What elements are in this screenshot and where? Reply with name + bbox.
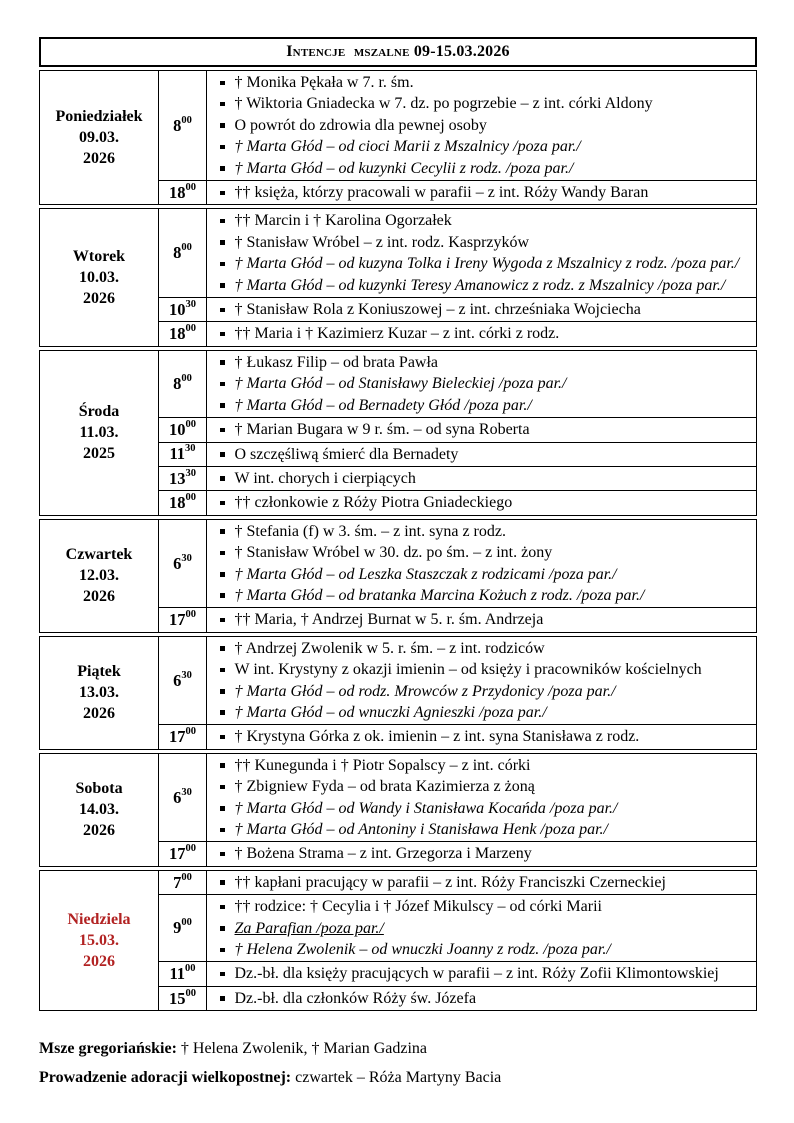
day-date: 14.03. bbox=[79, 801, 119, 819]
intention-text: † Marta Głód – od Stanisławy Bieleckiej /poza par./ bbox=[234, 375, 567, 393]
time-hour: 10 bbox=[169, 419, 186, 439]
intention-text: W int. chorych i cierpiących bbox=[234, 469, 416, 487]
time-slots bbox=[159, 637, 756, 749]
intention-text: Za Parafian /poza par./ bbox=[234, 919, 384, 937]
day-name: Czwartek bbox=[65, 546, 133, 564]
intention-text: † Marta Głód – od kuzynki Cecylii z rodz. /poza par./ bbox=[234, 159, 574, 177]
day-cell bbox=[40, 754, 159, 866]
time-cell: 7 00 bbox=[159, 871, 207, 894]
time-cell: 18 00 bbox=[159, 491, 207, 514]
day-name: Sobota bbox=[75, 780, 123, 798]
intention-item bbox=[213, 468, 748, 489]
intention-item bbox=[213, 444, 748, 465]
time-cell: 17 00 bbox=[159, 842, 207, 865]
time-hour: 13 bbox=[169, 468, 186, 488]
time-cell: 8 00 bbox=[159, 209, 207, 297]
square-bullet-icon bbox=[220, 452, 225, 457]
time-hour: 6 bbox=[173, 787, 182, 807]
intentions-cell bbox=[207, 987, 756, 1010]
time-slot-row bbox=[159, 71, 756, 180]
day-section bbox=[39, 350, 757, 516]
square-bullet-icon bbox=[220, 572, 225, 577]
day-name: Piątek bbox=[77, 663, 121, 681]
day-year: 2026 bbox=[83, 953, 115, 971]
intentions-cell bbox=[207, 608, 756, 631]
intention-text: † Marta Głód – od cioci Marii z Mszalnicy /poza par./ bbox=[234, 138, 581, 156]
intention-text: †† księża, którzy pracowali w parafii – z int. Róży Wandy Baran bbox=[234, 184, 649, 202]
intention-item bbox=[213, 253, 748, 274]
intention-item bbox=[213, 798, 748, 819]
time-cell: 6 30 bbox=[159, 520, 207, 608]
day-cell bbox=[40, 520, 159, 632]
intention-text: Dz.-bł. dla księży pracujących w parafii – z int. Róży Zofii Klimontowskiej bbox=[234, 965, 719, 983]
square-bullet-icon bbox=[220, 735, 225, 740]
intention-item bbox=[213, 352, 748, 373]
time-hour: 6 bbox=[173, 670, 182, 690]
time-cell: 18 00 bbox=[159, 322, 207, 345]
footer-text: † Helena Zwolenik, † Marian Gadzina bbox=[176, 1040, 428, 1058]
time-hour: 10 bbox=[169, 299, 186, 319]
time-slot-row bbox=[159, 321, 756, 345]
time-slot-row bbox=[159, 894, 756, 961]
time-cell: 17 00 bbox=[159, 725, 207, 748]
day-date: 15.03. bbox=[79, 932, 119, 950]
intention-item bbox=[213, 638, 748, 659]
intention-item bbox=[213, 963, 748, 984]
time-hour: 17 bbox=[169, 610, 186, 630]
intention-text: † Krystyna Górka z ok. imienin – z int. syna Stanisława z rodz. bbox=[234, 728, 640, 746]
square-bullet-icon bbox=[220, 332, 225, 337]
intentions-cell bbox=[207, 351, 756, 417]
square-bullet-icon bbox=[220, 646, 225, 651]
intentions-cell bbox=[207, 443, 756, 466]
square-bullet-icon bbox=[220, 618, 225, 623]
intentions-cell bbox=[207, 418, 756, 441]
intention-text: † Stefania (f) w 3. śm. – z int. syna z rodz. bbox=[234, 522, 506, 540]
day-date: 10.03. bbox=[79, 269, 119, 287]
intention-text: † Stanisław Wróbel – z int. rodz. Kasprzyków bbox=[234, 233, 530, 251]
square-bullet-icon bbox=[220, 806, 225, 811]
intention-item bbox=[213, 395, 748, 416]
intention-text: †† Maria, † Andrzej Burnat w 5. r. śm. Andrzeja bbox=[234, 611, 544, 629]
intention-text: † Helena Zwolenik – od wnuczki Joanny z rodz. /poza par./ bbox=[234, 941, 611, 959]
day-section bbox=[39, 70, 757, 205]
intention-item bbox=[213, 542, 748, 563]
footer-line-gregorian bbox=[39, 1034, 757, 1063]
square-bullet-icon bbox=[220, 123, 225, 128]
intention-text: †† członkowie z Róży Piotra Gniadeckiego bbox=[234, 494, 513, 512]
square-bullet-icon bbox=[220, 905, 225, 910]
intentions-cell bbox=[207, 209, 756, 297]
intentions-cell bbox=[207, 181, 756, 204]
intentions-cell bbox=[207, 871, 756, 894]
intentions-cell bbox=[207, 637, 756, 725]
time-cell: 13 30 bbox=[159, 467, 207, 490]
footer-label: Msze gregoriańskie: bbox=[39, 1040, 177, 1058]
square-bullet-icon bbox=[220, 219, 225, 224]
time-slots bbox=[159, 520, 756, 632]
time-cell: 17 00 bbox=[159, 608, 207, 631]
square-bullet-icon bbox=[220, 948, 225, 953]
time-hour: 11 bbox=[169, 964, 186, 984]
intention-item bbox=[213, 115, 748, 136]
time-slot-row bbox=[159, 351, 756, 417]
schedule-table bbox=[39, 37, 757, 1092]
square-bullet-icon bbox=[220, 81, 225, 86]
time-hour: 8 bbox=[173, 115, 182, 135]
intention-text: † Wiktoria Gniadecka w 7. dz. po pogrzebie – z int. córki Aldony bbox=[234, 95, 653, 113]
day-year: 2026 bbox=[83, 822, 115, 840]
day-name: Poniedziałek bbox=[55, 108, 143, 126]
time-hour: 18 bbox=[169, 324, 186, 344]
time-hour: 8 bbox=[173, 243, 182, 263]
day-name: Niedziela bbox=[67, 911, 131, 929]
intentions-cell bbox=[207, 322, 756, 345]
time-slot-row bbox=[159, 637, 756, 725]
day-cell bbox=[40, 351, 159, 515]
square-bullet-icon bbox=[220, 689, 225, 694]
intention-item bbox=[213, 373, 748, 394]
intention-item bbox=[213, 819, 748, 840]
footer-notes bbox=[39, 1034, 757, 1092]
footer-text: czwartek – Róża Martyny Bacia bbox=[291, 1069, 502, 1087]
intention-text: † Marta Głód – od Leszka Staszczak z rodzicami /poza par./ bbox=[234, 565, 617, 583]
square-bullet-icon bbox=[220, 785, 225, 790]
time-slot-row bbox=[159, 607, 756, 631]
intention-text: †† kapłani pracujący w parafii – z int. Róży Franciszki Czerneckiej bbox=[234, 873, 666, 891]
time-hour: 17 bbox=[169, 844, 186, 864]
square-bullet-icon bbox=[220, 262, 225, 267]
intention-item bbox=[213, 275, 748, 296]
time-hour: 8 bbox=[173, 373, 182, 393]
time-hour: 7 bbox=[173, 872, 182, 892]
day-name: Środa bbox=[78, 403, 120, 421]
time-slot-row bbox=[159, 520, 756, 608]
intention-item bbox=[213, 492, 748, 513]
time-slots bbox=[159, 209, 756, 345]
intention-item bbox=[213, 681, 748, 702]
square-bullet-icon bbox=[220, 428, 225, 433]
intention-text: † Łukasz Filip – od brata Pawła bbox=[234, 353, 439, 371]
intentions-cell bbox=[207, 725, 756, 748]
square-bullet-icon bbox=[220, 828, 225, 833]
time-slot-row bbox=[159, 209, 756, 297]
time-cell: 10 30 bbox=[159, 298, 207, 321]
square-bullet-icon bbox=[220, 926, 225, 931]
square-bullet-icon bbox=[220, 308, 225, 313]
intention-item bbox=[213, 918, 748, 939]
intentions-cell bbox=[207, 491, 756, 514]
square-bullet-icon bbox=[220, 403, 225, 408]
intention-item bbox=[213, 755, 748, 776]
intention-item bbox=[213, 136, 748, 157]
time-cell: 8 00 bbox=[159, 71, 207, 180]
intentions-cell bbox=[207, 962, 756, 985]
intention-item bbox=[213, 939, 748, 960]
time-hour: 11 bbox=[169, 444, 186, 464]
time-cell: 11 30 bbox=[159, 443, 207, 466]
intention-item bbox=[213, 210, 748, 231]
day-date: 13.03. bbox=[79, 684, 119, 702]
intention-item bbox=[213, 609, 748, 630]
intention-text: † Andrzej Zwolenik w 5. r. śm. – z int. rodziców bbox=[234, 639, 545, 657]
time-slots bbox=[159, 71, 756, 204]
intention-item bbox=[213, 232, 748, 253]
intention-text: † Marian Bugara w 9 r. śm. – od syna Roberta bbox=[234, 421, 530, 439]
intention-text: † Monika Pękała w 7. r. śm. bbox=[234, 74, 414, 91]
square-bullet-icon bbox=[220, 593, 225, 598]
intention-item bbox=[213, 72, 748, 93]
day-year: 2026 bbox=[83, 150, 115, 168]
time-hour: 17 bbox=[169, 727, 186, 747]
day-section bbox=[39, 208, 757, 346]
intention-text: † Marta Głód – od kuzyna Tolka i Ireny Wygoda z Mszalnicy z rodz. /poza par./ bbox=[234, 255, 740, 273]
square-bullet-icon bbox=[220, 529, 225, 534]
intention-text: † Bożena Strama – z int. Grzegorza i Marzeny bbox=[234, 845, 532, 863]
square-bullet-icon bbox=[220, 145, 225, 150]
intentions-cell bbox=[207, 754, 756, 842]
time-slot-row bbox=[159, 841, 756, 865]
time-slot-row bbox=[159, 986, 756, 1010]
square-bullet-icon bbox=[220, 880, 225, 885]
intention-item bbox=[213, 323, 748, 344]
intention-text: † Marta Głód – od Wandy i Stanisława Kocańda /poza par./ bbox=[234, 799, 618, 817]
intention-text: O powrót do zdrowia dla pewnej osoby bbox=[234, 116, 487, 134]
square-bullet-icon bbox=[220, 668, 225, 673]
time-slot-row bbox=[159, 442, 756, 466]
day-section bbox=[39, 519, 757, 633]
square-bullet-icon bbox=[220, 763, 225, 768]
footer-label: Prowadzenie adoracji wielkopostnej: bbox=[39, 1069, 292, 1087]
intentions-cell bbox=[207, 71, 756, 180]
intention-text: †† rodzice: † Cecylia i † Józef Mikulscy – od córki Marii bbox=[234, 898, 602, 916]
intention-item bbox=[213, 158, 748, 179]
days-container bbox=[39, 70, 757, 1011]
square-bullet-icon bbox=[220, 166, 225, 171]
day-name: Wtorek bbox=[72, 248, 126, 266]
intention-text: O szczęśliwą śmierć dla Bernadety bbox=[234, 445, 459, 463]
intention-item bbox=[213, 585, 748, 606]
square-bullet-icon bbox=[220, 710, 225, 715]
time-slot-row bbox=[159, 180, 756, 204]
day-section bbox=[39, 753, 757, 867]
time-slot-row bbox=[159, 724, 756, 748]
intentions-cell bbox=[207, 842, 756, 865]
table-title: Intencje mszalne 09-15.03.2026 bbox=[39, 37, 757, 67]
square-bullet-icon bbox=[220, 476, 225, 481]
intention-text: † Marta Głód – od wnuczki Agnieszki /poza par./ bbox=[234, 703, 547, 721]
intention-text: † Stanisław Rola z Koniuszowej – z int. chrześniaka Wojciecha bbox=[234, 301, 641, 319]
time-slot-row bbox=[159, 417, 756, 441]
time-slot-row bbox=[159, 490, 756, 514]
intentions-cell bbox=[207, 895, 756, 961]
day-year: 2026 bbox=[83, 705, 115, 723]
intention-item bbox=[213, 988, 748, 1009]
day-section bbox=[39, 636, 757, 750]
time-hour: 18 bbox=[169, 182, 186, 202]
intention-item bbox=[213, 843, 748, 864]
square-bullet-icon bbox=[220, 501, 225, 506]
time-cell: 18 00 bbox=[159, 181, 207, 204]
square-bullet-icon bbox=[220, 996, 225, 1001]
time-cell: 6 30 bbox=[159, 637, 207, 725]
intention-text: Dz.-bł. dla członków Róży św. Józefa bbox=[234, 989, 477, 1007]
day-year: 2026 bbox=[83, 290, 115, 308]
day-cell bbox=[40, 871, 159, 1010]
time-cell: 15 00 bbox=[159, 987, 207, 1010]
day-date: 12.03. bbox=[79, 567, 119, 585]
time-cell: 10 00 bbox=[159, 418, 207, 441]
intention-item bbox=[213, 659, 748, 680]
intention-item bbox=[213, 564, 748, 585]
time-cell: 8 00 bbox=[159, 351, 207, 417]
time-slots bbox=[159, 351, 756, 515]
square-bullet-icon bbox=[220, 972, 225, 977]
day-cell bbox=[40, 209, 159, 345]
intentions-cell bbox=[207, 520, 756, 608]
intention-item bbox=[213, 182, 748, 203]
time-hour: 18 bbox=[169, 493, 186, 513]
time-slot-row bbox=[159, 961, 756, 985]
time-hour: 15 bbox=[169, 988, 186, 1008]
intention-item bbox=[213, 726, 748, 747]
intention-text: † Zbigniew Fyda – od brata Kazimierza z żoną bbox=[234, 778, 535, 796]
intentions-cell bbox=[207, 298, 756, 321]
square-bullet-icon bbox=[220, 191, 225, 196]
time-slot-row bbox=[159, 871, 756, 894]
square-bullet-icon bbox=[220, 852, 225, 857]
intention-item bbox=[213, 776, 748, 797]
day-date: 09.03. bbox=[79, 129, 119, 147]
intention-item bbox=[213, 702, 748, 723]
time-cell: 9 00 bbox=[159, 895, 207, 961]
intention-item bbox=[213, 872, 748, 893]
time-slots bbox=[159, 754, 756, 866]
time-slot-row bbox=[159, 297, 756, 321]
intention-text: †† Marcin i † Karolina Ogorzałek bbox=[234, 212, 452, 230]
square-bullet-icon bbox=[220, 102, 225, 107]
day-year: 2025 bbox=[83, 445, 115, 463]
footer-line-adoration bbox=[39, 1063, 757, 1092]
intention-text: W int. Krystyny z okazji imienin – od księży i pracowników kościelnych bbox=[234, 661, 702, 679]
intention-item bbox=[213, 299, 748, 320]
intention-item bbox=[213, 419, 748, 440]
intention-item bbox=[213, 521, 748, 542]
day-cell bbox=[40, 637, 159, 749]
intention-item bbox=[213, 93, 748, 114]
day-cell bbox=[40, 71, 159, 204]
square-bullet-icon bbox=[220, 283, 225, 288]
day-date: 11.03. bbox=[79, 424, 119, 442]
time-hour: 6 bbox=[173, 553, 182, 573]
intentions-cell bbox=[207, 467, 756, 490]
intention-item bbox=[213, 896, 748, 917]
intention-text: †† Kunegunda i † Piotr Sopalscy – z int. córki bbox=[234, 756, 531, 774]
time-slots bbox=[159, 871, 756, 1010]
square-bullet-icon bbox=[220, 240, 225, 245]
square-bullet-icon bbox=[220, 360, 225, 365]
time-cell: 6 30 bbox=[159, 754, 207, 842]
intention-text: † Marta Głód – od Bernadety Głód /poza par./ bbox=[234, 396, 532, 414]
intention-text: † Marta Głód – od bratanka Marcina Kożuch z rodz. /poza par./ bbox=[234, 586, 645, 604]
square-bullet-icon bbox=[220, 382, 225, 387]
intention-text: † Stanisław Wróbel w 30. dz. po śm. – z int. żony bbox=[234, 544, 553, 562]
time-slot-row bbox=[159, 754, 756, 842]
time-hour: 9 bbox=[173, 918, 182, 938]
time-cell: 11 00 bbox=[159, 962, 207, 985]
day-section bbox=[39, 870, 757, 1011]
day-year: 2026 bbox=[83, 588, 115, 606]
intention-text: †† Maria i † Kazimierz Kuzar – z int. córki z rodz. bbox=[234, 325, 560, 343]
square-bullet-icon bbox=[220, 551, 225, 556]
intention-text: † Marta Głód – od kuzynki Teresy Amanowicz z rodz. z Mszalnicy /poza par./ bbox=[234, 276, 726, 294]
intention-text: † Marta Głód – od Antoniny i Stanisława Henk /poza par./ bbox=[234, 821, 608, 838]
time-slot-row bbox=[159, 466, 756, 490]
intention-text: † Marta Głód – od rodz. Mrowców z Przydonicy /poza par./ bbox=[234, 682, 616, 700]
